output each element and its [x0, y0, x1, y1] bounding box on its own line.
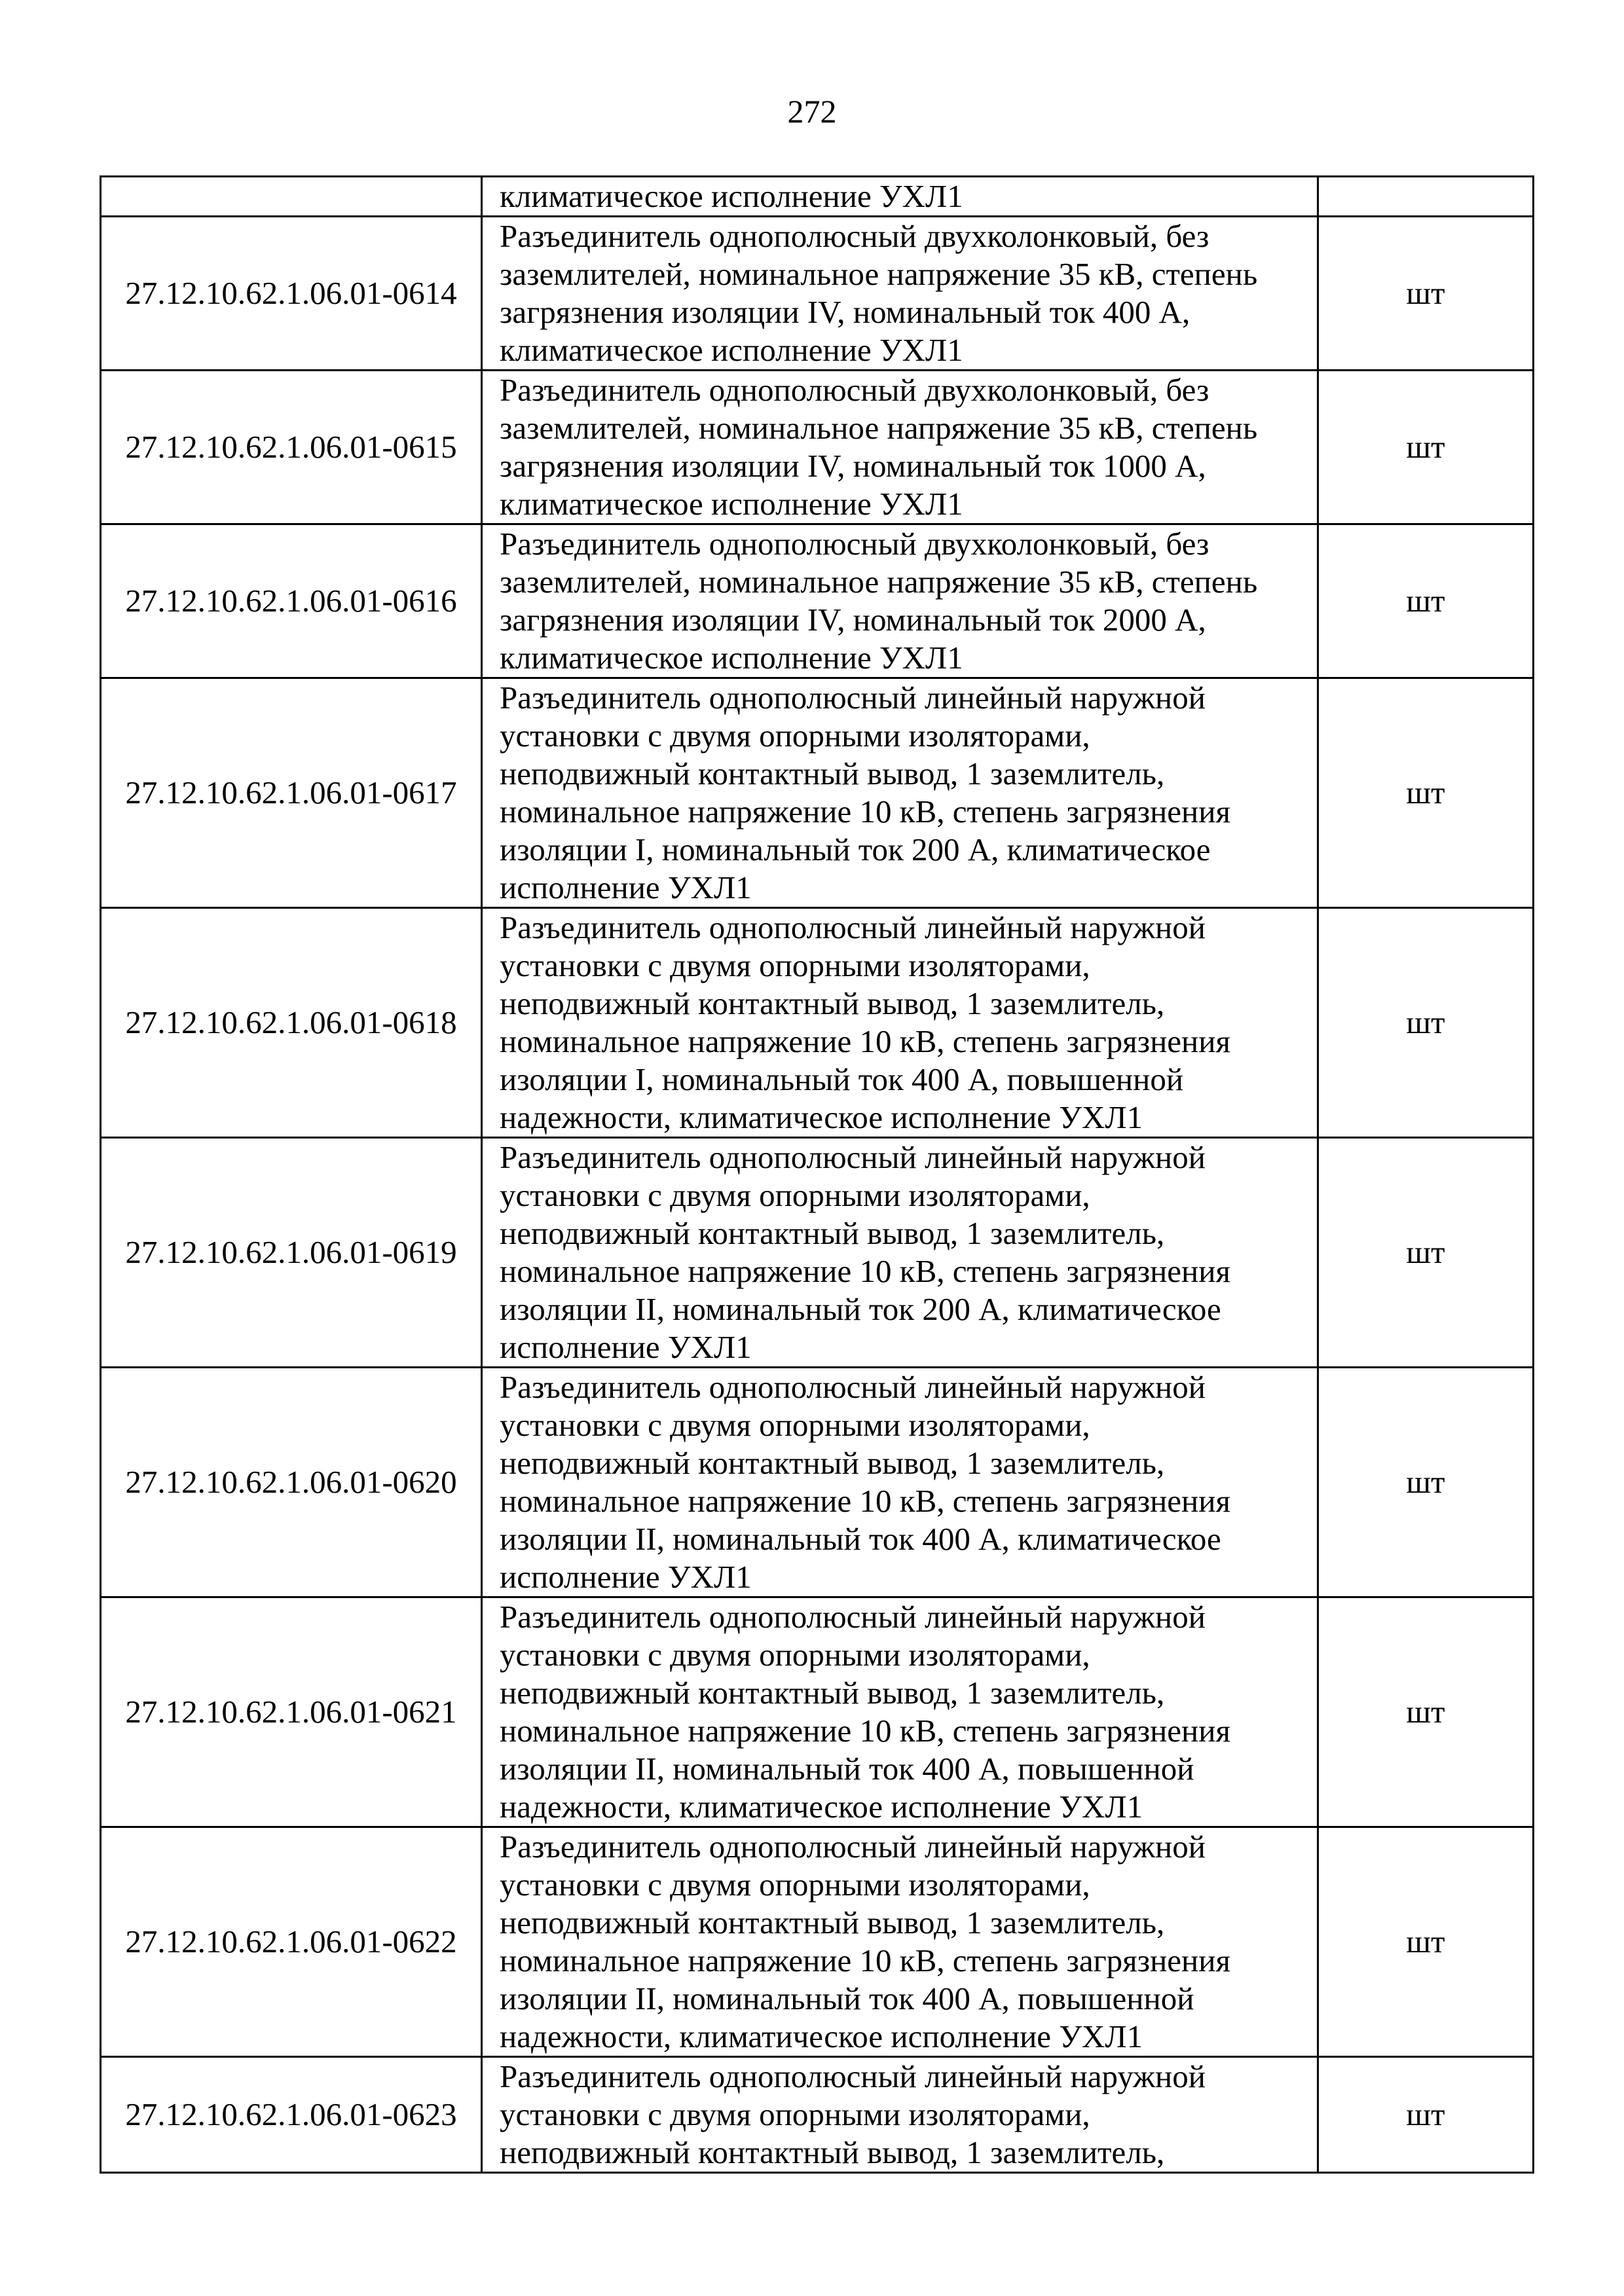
description-line: номинальное напряжение 10 кВ, степень загрязнения	[500, 1713, 1231, 1749]
unit-of-measure: шт	[1318, 1597, 1534, 1827]
resource-code: 27.12.10.62.1.06.01-0615	[101, 371, 482, 524]
description-line: неподвижный контактный вывод, 1 заземлитель,	[500, 1904, 1165, 1941]
description-line: изоляции II, номинальный ток 400 А, повышенной	[500, 1751, 1194, 1787]
resource-code: 27.12.10.62.1.06.01-0621	[101, 1597, 482, 1827]
description-line: неподвижный контактный вывод, 1 заземлитель,	[500, 1445, 1165, 1481]
description-line: заземлителей, номинальное напряжение 35 кВ, степень	[500, 256, 1258, 292]
resource-code: 27.12.10.62.1.06.01-0614	[101, 217, 482, 371]
description-line: установки с двумя опорными изоляторами,	[500, 718, 1090, 754]
table-row	[101, 908, 1534, 1138]
description-line: установки с двумя опорными изоляторами,	[500, 947, 1090, 983]
table-row	[101, 371, 1534, 524]
description-line: Разъединитель однополюсный линейный наружной	[500, 1829, 1206, 1865]
description-line: установки с двумя опорными изоляторами,	[500, 1177, 1090, 1213]
description-line: заземлителей, номинальное напряжение 35 кВ, степень	[500, 410, 1258, 446]
description-line: номинальное напряжение 10 кВ, степень загрязнения	[500, 1253, 1231, 1289]
unit-of-measure: шт	[1318, 678, 1534, 908]
resource-description	[482, 1597, 1318, 1827]
description-line: установки с двумя опорными изоляторами,	[500, 1637, 1090, 1673]
description-line: изоляции I, номинальный ток 200 А, климатическое	[500, 831, 1211, 867]
description-line: неподвижный контактный вывод, 1 заземлитель,	[500, 985, 1165, 1021]
resource-code	[101, 177, 482, 217]
table-row	[101, 2057, 1534, 2173]
unit-of-measure: шт	[1318, 1368, 1534, 1597]
description-line: Разъединитель однополюсный двухколонковый, без	[500, 372, 1209, 408]
description-line: Разъединитель однополюсный двухколонковый, без	[500, 526, 1209, 562]
description-line: загрязнения изоляции IV, номинальный ток 2000 А,	[500, 602, 1206, 638]
resource-code: 27.12.10.62.1.06.01-0622	[101, 1827, 482, 2057]
table-row	[101, 217, 1534, 371]
page-number: 272	[787, 93, 837, 130]
description-line: неподвижный контактный вывод, 1 заземлитель,	[500, 1215, 1165, 1251]
description-line: установки с двумя опорными изоляторами,	[500, 2096, 1090, 2132]
table-row	[101, 1138, 1534, 1368]
description-line: неподвижный контактный вывод, 1 заземлитель,	[500, 2134, 1165, 2170]
unit-of-measure: шт	[1318, 908, 1534, 1138]
resource-description	[482, 177, 1318, 217]
resource-description	[482, 1827, 1318, 2057]
description-line: заземлителей, номинальное напряжение 35 кВ, степень	[500, 564, 1258, 600]
description-line: Разъединитель однополюсный линейный наружной	[500, 1139, 1206, 1175]
unit-of-measure: шт	[1318, 524, 1534, 678]
unit-of-measure: шт	[1318, 371, 1534, 524]
resource-description	[482, 908, 1318, 1138]
table-row	[101, 524, 1534, 678]
description-line: изоляции II, номинальный ток 400 А, климатическое	[500, 1521, 1221, 1557]
description-line: климатическое исполнение УХЛ1	[500, 178, 963, 214]
resource-description	[482, 1138, 1318, 1368]
resource-code: 27.12.10.62.1.06.01-0623	[101, 2057, 482, 2173]
description-line: климатическое исполнение УХЛ1	[500, 640, 963, 676]
description-line: надежности, климатическое исполнение УХЛ1	[500, 1099, 1143, 1135]
resource-description	[482, 678, 1318, 908]
description-line: установки с двумя опорными изоляторами,	[500, 1407, 1090, 1443]
description-line: надежности, климатическое исполнение УХЛ1	[500, 2018, 1143, 2054]
unit-of-measure: шт	[1318, 2057, 1534, 2173]
resource-code: 27.12.10.62.1.06.01-0616	[101, 524, 482, 678]
description-line: Разъединитель однополюсный линейный наружной	[500, 1369, 1206, 1405]
table-row	[101, 1827, 1534, 2057]
resource-description	[482, 217, 1318, 371]
resource-table	[100, 175, 1534, 2174]
resource-code: 27.12.10.62.1.06.01-0618	[101, 908, 482, 1138]
table-row	[101, 1597, 1534, 1827]
description-line: изоляции I, номинальный ток 400 А, повышенной	[500, 1061, 1184, 1097]
resource-code: 27.12.10.62.1.06.01-0620	[101, 1368, 482, 1597]
unit-of-measure: шт	[1318, 1138, 1534, 1368]
unit-of-measure: шт	[1318, 217, 1534, 371]
description-line: номинальное напряжение 10 кВ, степень загрязнения	[500, 1483, 1231, 1519]
description-line: исполнение УХЛ1	[500, 1559, 752, 1595]
description-line: неподвижный контактный вывод, 1 заземлитель,	[500, 756, 1165, 792]
resource-description	[482, 1368, 1318, 1597]
description-line: Разъединитель однополюсный двухколонковый, без	[500, 218, 1209, 254]
resource-code: 27.12.10.62.1.06.01-0619	[101, 1138, 482, 1368]
description-line: климатическое исполнение УХЛ1	[500, 486, 963, 522]
table-row	[101, 1368, 1534, 1597]
description-line: изоляции II, номинальный ток 400 А, повышенной	[500, 1980, 1194, 2016]
description-line: климатическое исполнение УХЛ1	[500, 332, 963, 368]
description-line: номинальное напряжение 10 кВ, степень загрязнения	[500, 1942, 1231, 1978]
description-line: загрязнения изоляции IV, номинальный ток 400 А,	[500, 294, 1190, 330]
table-row	[101, 678, 1534, 908]
description-line: Разъединитель однополюсный линейный наружной	[500, 680, 1206, 716]
description-line: Разъединитель однополюсный линейный наружной	[500, 2058, 1206, 2094]
unit-of-measure: шт	[1318, 1827, 1534, 2057]
table-row	[101, 177, 1534, 217]
resource-description	[482, 371, 1318, 524]
description-line: исполнение УХЛ1	[500, 869, 752, 905]
description-line: номинальное напряжение 10 кВ, степень загрязнения	[500, 793, 1231, 829]
description-line: изоляции II, номинальный ток 200 А, климатическое	[500, 1291, 1221, 1327]
description-line: Разъединитель однополюсный линейный наружной	[500, 1599, 1206, 1635]
resource-description	[482, 524, 1318, 678]
description-line: Разъединитель однополюсный линейный наружной	[500, 909, 1206, 945]
description-line: номинальное напряжение 10 кВ, степень загрязнения	[500, 1023, 1231, 1059]
table-body	[101, 177, 1534, 2173]
unit-of-measure	[1318, 177, 1534, 217]
description-line: установки с двумя опорными изоляторами,	[500, 1867, 1090, 1903]
description-line: загрязнения изоляции IV, номинальный ток 1000 А,	[500, 448, 1206, 484]
description-line: неподвижный контактный вывод, 1 заземлитель,	[500, 1675, 1165, 1711]
description-line: надежности, климатическое исполнение УХЛ1	[500, 1789, 1143, 1825]
resource-code: 27.12.10.62.1.06.01-0617	[101, 678, 482, 908]
description-line: исполнение УХЛ1	[500, 1329, 752, 1365]
resource-description	[482, 2057, 1318, 2173]
